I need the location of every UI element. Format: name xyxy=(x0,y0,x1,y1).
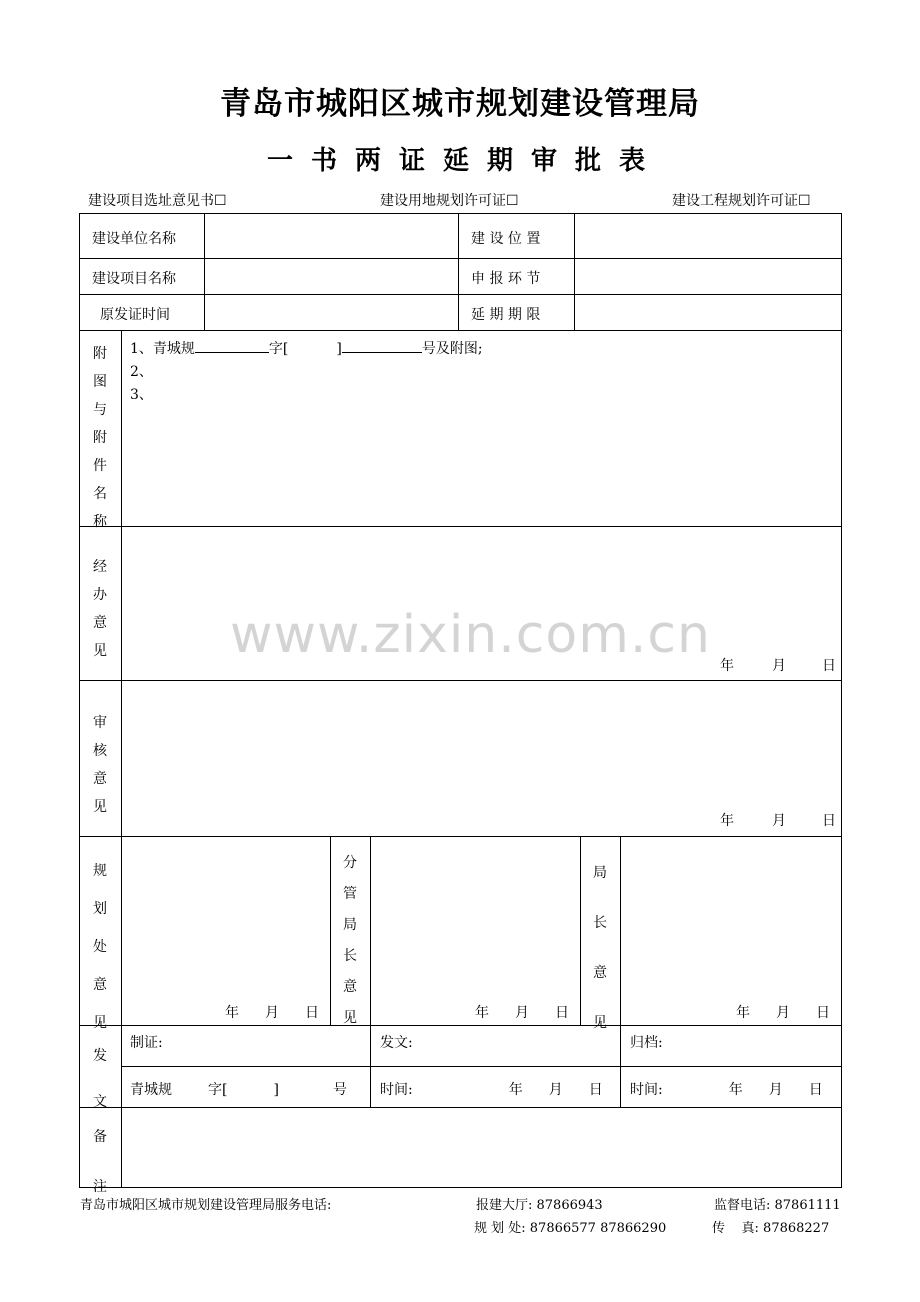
footer-planning-phone: 规 划 处: 87866577 87866290 xyxy=(474,1221,667,1236)
director-opinion-label: 局 长 意 见 xyxy=(593,865,607,1031)
location-field[interactable] xyxy=(576,215,840,257)
deputy-director-opinion-field[interactable] xyxy=(372,838,579,1024)
page-title: 青岛市城阳区城市规划建设管理局 xyxy=(220,86,700,122)
reference-number[interactable]: 青城规 字[ ] 号 xyxy=(130,1082,347,1098)
report-stage-field[interactable] xyxy=(576,260,840,293)
deputy-director-opinion-label: 分 管 局 长 意 见 xyxy=(343,855,357,1026)
issue-time-field[interactable] xyxy=(206,296,457,329)
director-opinion-field[interactable] xyxy=(622,838,840,1024)
issue-time-label: 原发证时间 xyxy=(100,307,170,323)
attachment-item-3[interactable]: 3、 xyxy=(130,387,153,403)
archive-time[interactable]: 时间: 年 月 日 xyxy=(630,1082,823,1098)
planning-office-opinion-label: 规 划 处 意 见 xyxy=(93,863,107,1031)
extension-limit-field[interactable] xyxy=(576,296,840,329)
location-label: 建 设 位 置 xyxy=(471,231,541,247)
page-subtitle: 一书两证延期审批表 xyxy=(266,146,663,176)
checkbox-icon: ☐ xyxy=(506,193,519,209)
footer-fax: 传 真: 87868227 xyxy=(712,1221,830,1236)
director-date: 年 月 日 xyxy=(736,1005,830,1021)
footer-supervise-phone: 监督电话: 87861111 xyxy=(714,1198,841,1213)
issuance-label: 发 文 xyxy=(93,1048,107,1110)
planning-office-opinion-field[interactable] xyxy=(123,838,329,1024)
cert-option-land[interactable]: 建设用地规划许可证☐ xyxy=(380,193,519,209)
dispatch-time[interactable]: 时间: 年 月 日 xyxy=(380,1082,603,1098)
checkbox-icon: ☐ xyxy=(798,193,811,209)
handler-date: 年 月 日 xyxy=(720,658,836,674)
deputy-director-date: 年 月 日 xyxy=(475,1005,569,1021)
footer-service-label: 青岛市城阳区城市规划建设管理局服务电话: xyxy=(80,1198,332,1213)
checkbox-icon: ☐ xyxy=(214,193,227,209)
archive-field[interactable]: 归档: xyxy=(630,1035,663,1051)
cert-option-engineering[interactable]: 建设工程规划许可证☐ xyxy=(672,193,811,209)
cert-option-site[interactable]: 建设项目选址意见书☐ xyxy=(88,193,227,209)
review-opinion-label: 审 核 意 见 xyxy=(93,715,107,815)
remarks-field[interactable] xyxy=(123,1109,840,1185)
project-name-field[interactable] xyxy=(206,260,457,293)
make-cert-field[interactable]: 制证: xyxy=(130,1035,163,1051)
review-date: 年 月 日 xyxy=(720,813,836,829)
attachments-label: 附 图 与 附 件 名 称 xyxy=(93,346,107,530)
project-name-label: 建设项目名称 xyxy=(92,271,176,287)
remarks-label: 备 注 xyxy=(93,1129,107,1195)
watermark: www.zixin.com.cn xyxy=(230,605,711,665)
extension-limit-label: 延 期 期 限 xyxy=(471,307,541,323)
dispatch-field[interactable]: 发文: xyxy=(380,1035,413,1051)
unit-name-field[interactable] xyxy=(206,215,457,257)
attachment-item-1[interactable]: 1、青城规 字[ ] 号及附图; xyxy=(130,341,483,357)
footer-hall-phone: 报建大厅: 87866943 xyxy=(476,1198,603,1213)
planning-office-date: 年 月 日 xyxy=(225,1005,319,1021)
handler-opinion-label: 经 办 意 见 xyxy=(93,559,107,659)
report-stage-label: 申 报 环 节 xyxy=(471,271,541,287)
unit-name-label: 建设单位名称 xyxy=(92,231,176,247)
attachment-item-2[interactable]: 2、 xyxy=(130,364,153,380)
